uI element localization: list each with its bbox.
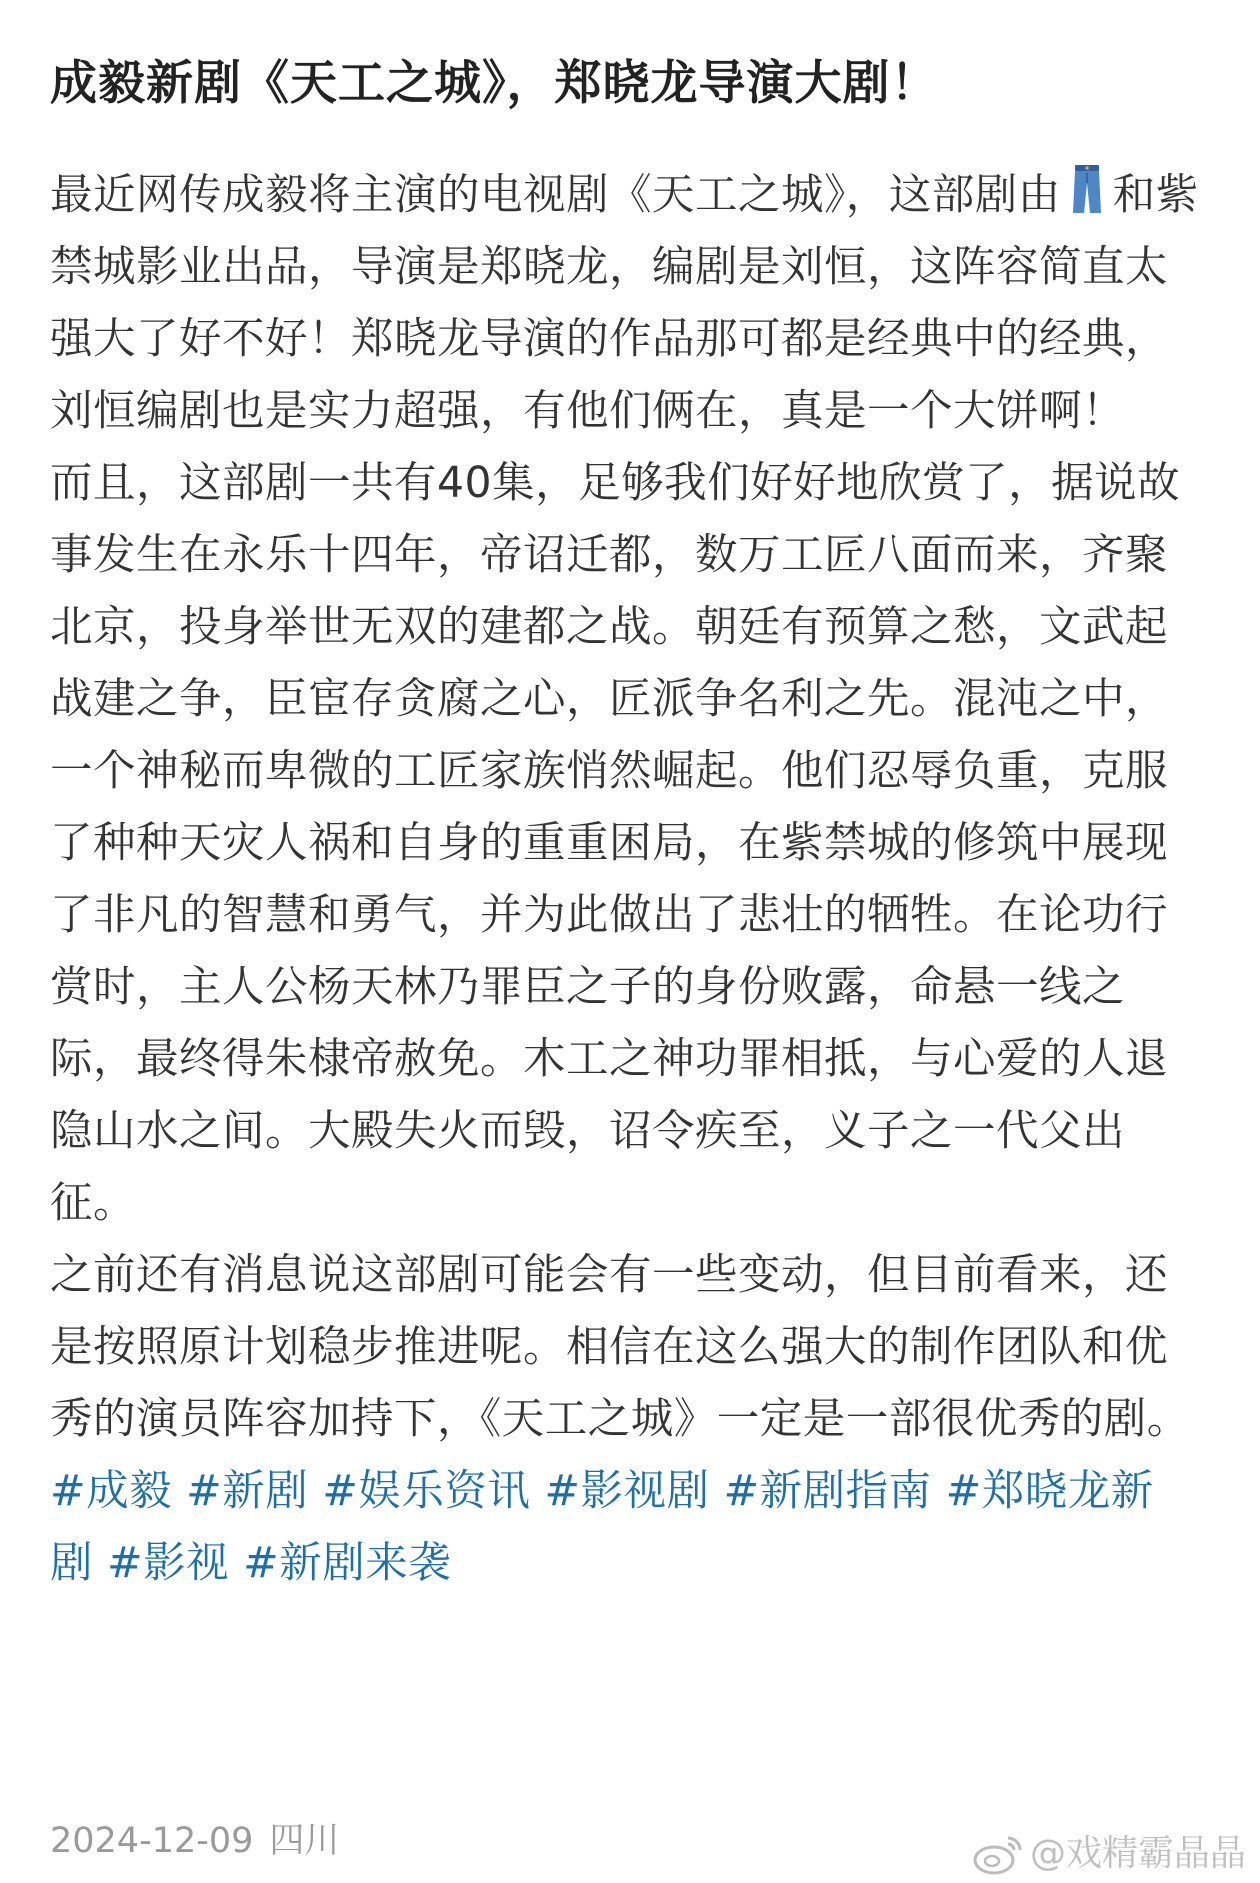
paragraph-1-part-a: 最近网传成毅将主演的电视剧《天工之城》，这部剧由	[50, 171, 1061, 220]
paragraph-1-part-b: 和紫禁城影业出品，导演是郑晓龙，编剧是刘恒，这阵容简直太强大了好不好！郑晓龙导演的作品那可都是经典中的经典，刘恒编剧也是实力超强，有他们俩在，真是一个大饼啊！	[50, 171, 1199, 436]
hashtag-chengyi[interactable]: #成毅	[50, 1467, 173, 1516]
hashtag-new-drama[interactable]: #新剧	[186, 1467, 309, 1516]
paragraph-3: 之前还有消息说这部剧可能会有一些变动，但目前看来，还是按照原计划稳步推进呢。相信在这么强大的制作团队和优秀的演员阵容加持下，《天工之城》一定是一部很优秀的剧。	[50, 1251, 1190, 1444]
post-title: 成毅新剧《天工之城》，郑晓龙导演大剧！	[50, 56, 939, 111]
paragraph-1	[50, 160, 1210, 448]
watermark	[972, 1832, 1246, 1876]
hashtag-film-tv[interactable]: #影视	[107, 1539, 230, 1588]
hashtag-new-drama-guide[interactable]: #新剧指南	[723, 1467, 932, 1516]
paragraph-2: 而且，这部剧一共有40集，足够我们好好地欣赏了，据说故事发生在永乐十四年，帝诏迁都，数万工匠八面而来，齐聚北京，投身举世无双的建都之战。朝廷有预算之愁，文武起战建之争，臣宦存贪腐之心，匠派争名利之先。混沌之中，一个神秘而卑微的工匠家族悄然崛起。他们忍辱负重，克服了种种天灾人祸和自身的重重困局，在紫禁城的修筑中展现了非凡的智慧和勇气，并为此做出了悲壮的牺牲。在论功行赏时，主人公杨天林乃罪臣之子的身份败露，命悬一线之际，最终得朱棣帝赦免。木工之神功罪相抵，与心爱的人退隐山水之间。大殿失火而毁，诏令疾至，义子之一代父出征。	[50, 459, 1181, 1228]
jeans-emoji-icon	[1067, 163, 1107, 215]
hashtag-tv-drama[interactable]: #影视剧	[544, 1467, 710, 1516]
weibo-logo-icon	[972, 1832, 1024, 1876]
post-location: 四川	[269, 1821, 340, 1861]
hashtag-entertainment-news[interactable]: #娱乐资讯	[322, 1467, 531, 1516]
post	[50, 0, 1210, 1600]
post-meta	[50, 1818, 355, 1864]
hashtag-new-drama-incoming[interactable]: #新剧来袭	[243, 1539, 452, 1588]
hashtag-zheng-xiaolong-new-drama[interactable]: #郑晓龙新剧	[50, 1467, 1154, 1588]
post-body	[50, 160, 1210, 1600]
watermark-text: @戏精霸晶晶	[1029, 1833, 1246, 1874]
post-date: 2024-12-09	[50, 1821, 254, 1861]
hashtag-list	[50, 1456, 1210, 1600]
